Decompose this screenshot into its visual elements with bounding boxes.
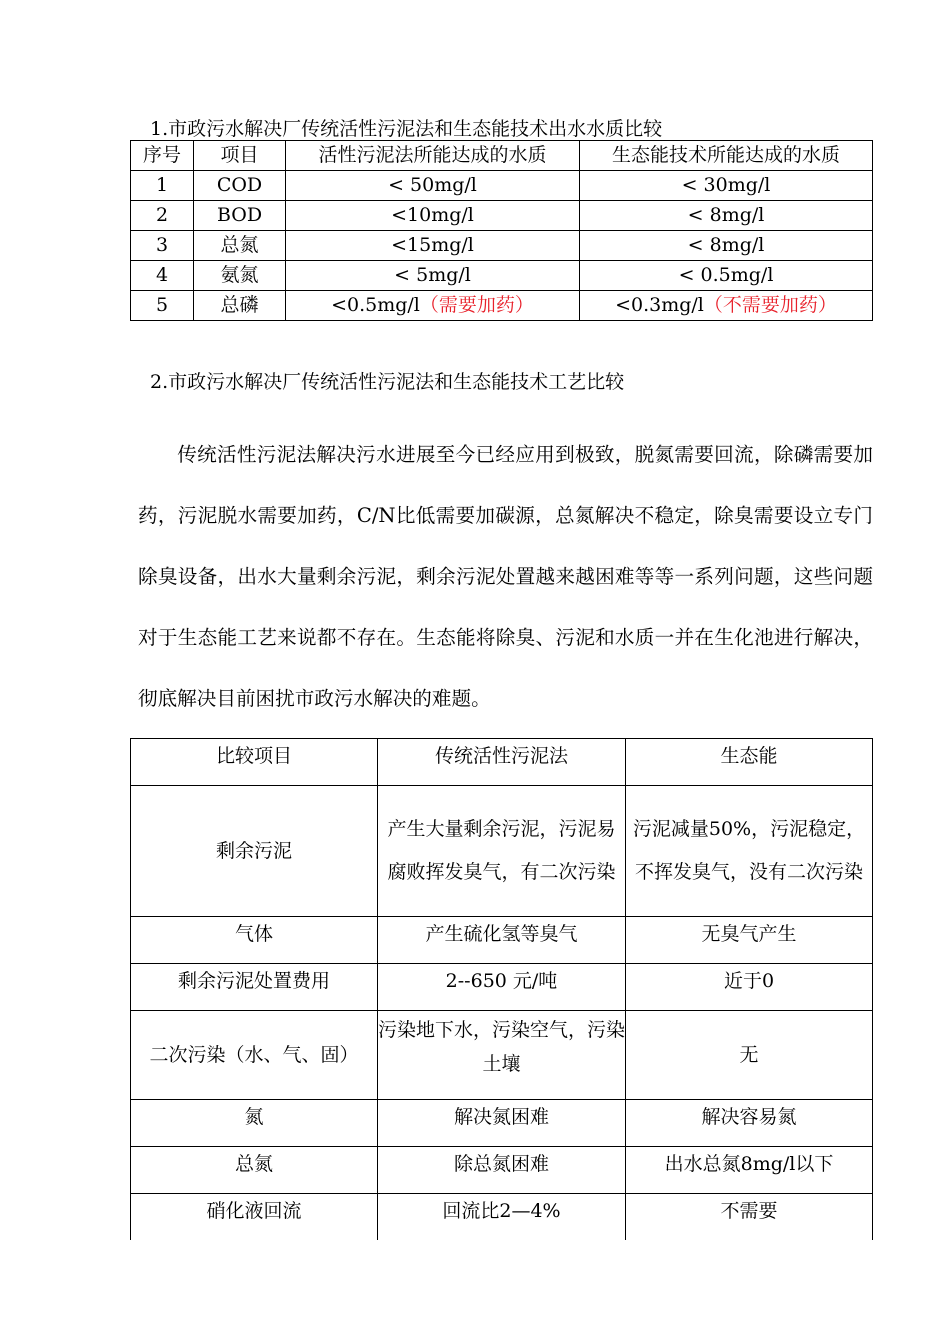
row-eco: 无臭气产生 bbox=[626, 917, 873, 964]
header-traditional: 传统活性污泥法 bbox=[378, 739, 626, 786]
row-item: 总氮 bbox=[194, 231, 286, 261]
row-eco bbox=[580, 291, 873, 321]
row-traditional: 除总氮困难 bbox=[378, 1147, 626, 1194]
row-no: 3 bbox=[131, 231, 194, 261]
table-row bbox=[131, 1100, 873, 1147]
header-compare-item: 比较项目 bbox=[131, 739, 378, 786]
eco-value: <0.3mg/l bbox=[615, 294, 704, 316]
header-no: 序号 bbox=[131, 141, 194, 171]
table-row bbox=[131, 171, 873, 201]
table-row bbox=[131, 964, 873, 1011]
row-item: 氮 bbox=[131, 1100, 378, 1147]
section1-title: 1.市政污水解决厂传统活性污泥法和生态能技术出水水质比较 bbox=[150, 118, 663, 140]
row-traditional: 解决氮困难 bbox=[378, 1100, 626, 1147]
table-row bbox=[131, 231, 873, 261]
table-header-row bbox=[131, 739, 873, 786]
table-row bbox=[131, 786, 873, 917]
row-item: 总氮 bbox=[131, 1147, 378, 1194]
header-activated: 活性污泥法所能达成的水质 bbox=[286, 141, 580, 171]
section2-paragraph: 传统活性污泥法解决污水进展至今已经应用到极致，脱氮需要回流，除磷需要加药，污泥脱水需要加药，C/N比低需要加碳源，总氮解决不稳定，除臭需要设立专门除臭设备，出水大量剩余污泥，剩余污泥处置越来越困难等等一系列问题，这些问题对于生态能工艺来说都不存在。生态能将除臭、污泥和水质一并在生化池进行解决，彻底解决目前困扰市政污水解决的难题。 bbox=[138, 443, 873, 710]
header-eco: 生态能 bbox=[626, 739, 873, 786]
row-eco: 不需要 bbox=[626, 1194, 873, 1241]
row-eco: 解决容易氮 bbox=[626, 1100, 873, 1147]
row-item: 氨氮 bbox=[194, 261, 286, 291]
row-eco: < 0.5mg/l bbox=[580, 261, 873, 291]
row-item: 剩余污泥 bbox=[131, 786, 378, 917]
section2-title: 2.市政污水解决厂传统活性污泥法和生态能技术工艺比较 bbox=[150, 371, 625, 393]
row-traditional: 产生大量剩余污泥，污泥易腐败挥发臭气，有二次污染 bbox=[378, 786, 626, 917]
row-traditional: 污染地下水，污染空气，污染土壤 bbox=[378, 1011, 626, 1100]
process-comparison-table bbox=[130, 738, 873, 1240]
row-eco: < 8mg/l bbox=[580, 231, 873, 261]
row-eco: 近于0 bbox=[626, 964, 873, 1011]
row-item: 硝化液回流 bbox=[131, 1194, 378, 1241]
row-traditional: 2--650 元/吨 bbox=[378, 964, 626, 1011]
row-traditional: 产生硫化氢等臭气 bbox=[378, 917, 626, 964]
table-row bbox=[131, 261, 873, 291]
row-activated bbox=[286, 291, 580, 321]
row-eco: 出水总氮8mg/l以下 bbox=[626, 1147, 873, 1194]
row-eco: < 30mg/l bbox=[580, 171, 873, 201]
row-activated: < 5mg/l bbox=[286, 261, 580, 291]
table-row bbox=[131, 201, 873, 231]
row-no: 4 bbox=[131, 261, 194, 291]
row-activated: < 50mg/l bbox=[286, 171, 580, 201]
header-eco: 生态能技术所能达成的水质 bbox=[580, 141, 873, 171]
row-activated: <15mg/l bbox=[286, 231, 580, 261]
table-row bbox=[131, 917, 873, 964]
row-item: 剩余污泥处置费用 bbox=[131, 964, 378, 1011]
row-no: 1 bbox=[131, 171, 194, 201]
header-item: 项目 bbox=[194, 141, 286, 171]
activated-value: <0.5mg/l bbox=[331, 294, 420, 316]
row-eco: 无 bbox=[626, 1011, 873, 1100]
row-traditional: 回流比2—4% bbox=[378, 1194, 626, 1241]
water-quality-table bbox=[130, 140, 873, 321]
row-item: BOD bbox=[194, 201, 286, 231]
table-row bbox=[131, 291, 873, 321]
row-item: 气体 bbox=[131, 917, 378, 964]
table-row bbox=[131, 1011, 873, 1100]
row-no: 2 bbox=[131, 201, 194, 231]
row-activated: <10mg/l bbox=[286, 201, 580, 231]
table-header-row bbox=[131, 141, 873, 171]
row-eco: 污泥减量50%，污泥稳定，不挥发臭气，没有二次污染 bbox=[626, 786, 873, 917]
row-item: 二次污染（水、气、固） bbox=[131, 1011, 378, 1100]
row-no: 5 bbox=[131, 291, 194, 321]
row-item: COD bbox=[194, 171, 286, 201]
row-eco: < 8mg/l bbox=[580, 201, 873, 231]
table-row bbox=[131, 1194, 873, 1241]
table-row bbox=[131, 1147, 873, 1194]
activated-note: （需要加药） bbox=[419, 294, 534, 316]
row-item: 总磷 bbox=[194, 291, 286, 321]
eco-note: （不需要加药） bbox=[703, 294, 837, 316]
